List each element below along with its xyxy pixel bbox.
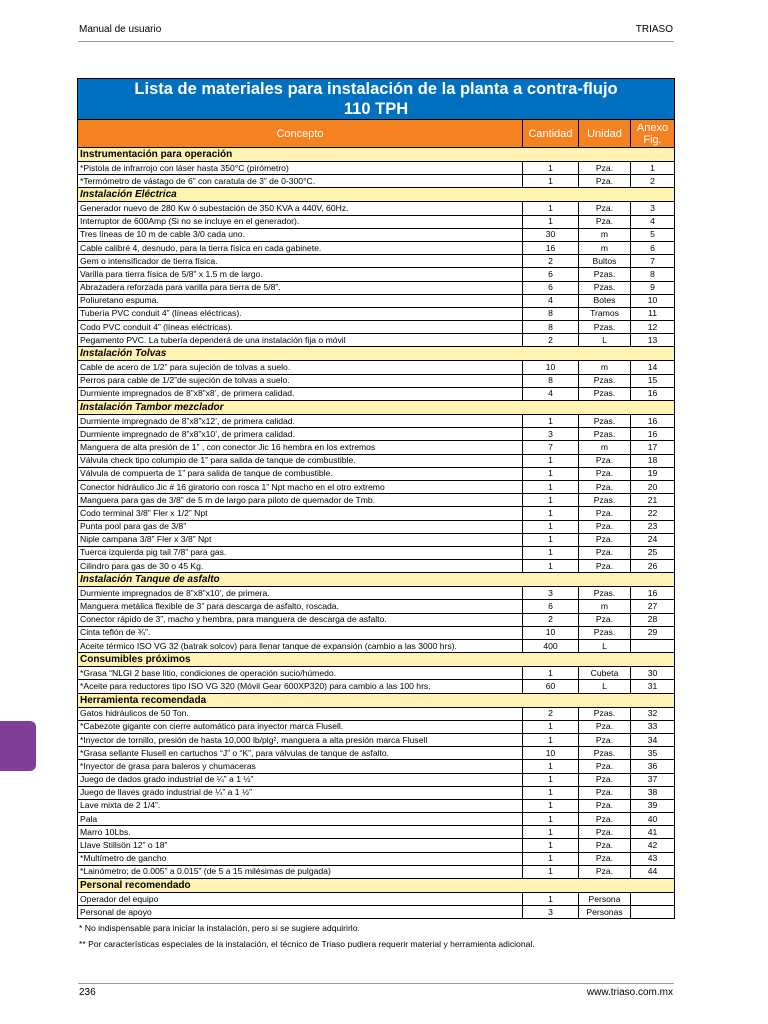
cell-cantidad: 1 bbox=[523, 175, 579, 188]
cell-unidad: Pza. bbox=[579, 507, 631, 520]
cell-cantidad: 10 bbox=[523, 361, 579, 374]
cell-anexo: 26 bbox=[631, 560, 675, 573]
cell-unidad: Pza. bbox=[579, 613, 631, 626]
cell-cantidad: 1 bbox=[523, 852, 579, 865]
cell-cantidad: 1 bbox=[523, 202, 579, 215]
cell-concepto: *Aceite para reductores tipo ISO VG 320 (Móvil Gear 600XP320) para cambio a las 100 hrs. bbox=[78, 680, 523, 693]
table-row bbox=[78, 893, 675, 906]
cell-concepto: Cilindro para gas de 30 o 45 Kg. bbox=[78, 560, 523, 573]
cell-anexo: 1 bbox=[631, 162, 675, 175]
table-row bbox=[78, 175, 675, 188]
cell-unidad: Pza. bbox=[579, 480, 631, 493]
section-row bbox=[78, 573, 675, 587]
cell-cantidad: 400 bbox=[523, 640, 579, 653]
cell-unidad: L bbox=[579, 680, 631, 693]
section-title: Herramienta recomendada bbox=[78, 693, 675, 707]
table-row bbox=[78, 321, 675, 334]
cell-cantidad: 1 bbox=[523, 546, 579, 559]
cell-cantidad: 1 bbox=[523, 773, 579, 786]
cell-cantidad: 1 bbox=[523, 760, 579, 773]
cell-cantidad: 6 bbox=[523, 268, 579, 281]
cell-cantidad: 7 bbox=[523, 441, 579, 454]
table-row bbox=[78, 268, 675, 281]
section-title: Consumibles próximos bbox=[78, 653, 675, 667]
cell-unidad: Pza. bbox=[579, 162, 631, 175]
col-header-unidad: Unidad bbox=[579, 120, 631, 148]
cell-cantidad: 6 bbox=[523, 600, 579, 613]
cell-cantidad: 2 bbox=[523, 334, 579, 347]
cell-concepto: Llave Stillsön 12” o 18” bbox=[78, 839, 523, 852]
cell-anexo bbox=[631, 640, 675, 653]
cell-cantidad: 1 bbox=[523, 813, 579, 826]
cell-cantidad: 1 bbox=[523, 826, 579, 839]
table-header-row bbox=[78, 120, 675, 148]
footer-rule bbox=[78, 983, 674, 984]
table-row bbox=[78, 307, 675, 320]
cell-concepto: Personal de apoyo bbox=[78, 906, 523, 919]
cell-anexo: 41 bbox=[631, 826, 675, 839]
cell-unidad: Pzas. bbox=[579, 626, 631, 639]
cell-cantidad: 1 bbox=[523, 480, 579, 493]
cell-anexo: 16 bbox=[631, 387, 675, 400]
cell-anexo: 38 bbox=[631, 786, 675, 799]
cell-anexo: 21 bbox=[631, 494, 675, 507]
cell-unidad: L bbox=[579, 640, 631, 653]
cell-anexo: 15 bbox=[631, 374, 675, 387]
cell-anexo: 16 bbox=[631, 428, 675, 441]
table-row bbox=[78, 799, 675, 812]
cell-anexo bbox=[631, 893, 675, 906]
cell-anexo: 39 bbox=[631, 799, 675, 812]
cell-cantidad: 1 bbox=[523, 865, 579, 878]
cell-unidad: Tramos bbox=[579, 307, 631, 320]
cell-anexo: 23 bbox=[631, 520, 675, 533]
table-row bbox=[78, 228, 675, 241]
cell-cantidad: 1 bbox=[523, 215, 579, 228]
cell-cantidad: 1 bbox=[523, 415, 579, 428]
cell-cantidad: 1 bbox=[523, 799, 579, 812]
cell-cantidad: 1 bbox=[523, 733, 579, 746]
cell-concepto: Niple campana 3/8” Fler x 3/8” Npt bbox=[78, 533, 523, 546]
cell-cantidad: 3 bbox=[523, 428, 579, 441]
table-row bbox=[78, 587, 675, 600]
header-manual-label: Manual de usuario bbox=[79, 24, 162, 35]
cell-cantidad: 8 bbox=[523, 321, 579, 334]
table-row bbox=[78, 626, 675, 639]
cell-anexo: 20 bbox=[631, 480, 675, 493]
cell-unidad: Pza. bbox=[579, 467, 631, 480]
cell-concepto: Juego de llaves grado industrial de ¼” a 1 ½” bbox=[78, 786, 523, 799]
section-title: Instalación Tanque de asfalto bbox=[78, 573, 675, 587]
cell-unidad: Personas bbox=[579, 906, 631, 919]
table-title bbox=[78, 79, 675, 120]
cell-concepto: Cable calibré 4, desnudo, para la tierra física en cada gabinete. bbox=[78, 241, 523, 254]
table-title-row bbox=[78, 79, 675, 120]
cell-cantidad: 1 bbox=[523, 720, 579, 733]
cell-concepto: *Lainómetro; de 0.005” a 0.015” (de 5 a 15 milésimas de pulgada) bbox=[78, 865, 523, 878]
cell-unidad: Pza. bbox=[579, 546, 631, 559]
cell-concepto: Poliuretano espuma. bbox=[78, 294, 523, 307]
cell-unidad: Botes bbox=[579, 294, 631, 307]
cell-unidad: Pza. bbox=[579, 202, 631, 215]
cell-unidad: Bultos bbox=[579, 255, 631, 268]
cell-concepto: *Termómetro de vástago de 6” con caratula de 3” de 0-300°C. bbox=[78, 175, 523, 188]
cell-concepto: Codo PVC conduit 4” (líneas eléctricas). bbox=[78, 321, 523, 334]
cell-cantidad: 1 bbox=[523, 494, 579, 507]
cell-concepto: Válvula de compuerta de 1” para salida de tanque de combustible. bbox=[78, 467, 523, 480]
cell-anexo: 6 bbox=[631, 241, 675, 254]
table-row bbox=[78, 613, 675, 626]
section-row bbox=[78, 148, 675, 162]
col-header-anexo: Anexo Fig. bbox=[631, 120, 675, 148]
cell-concepto: Interruptor de 600Amp (Si no se incluye en el generador). bbox=[78, 215, 523, 228]
cell-cantidad: 1 bbox=[523, 162, 579, 175]
cell-unidad: Pza. bbox=[579, 786, 631, 799]
cell-unidad: Pza. bbox=[579, 454, 631, 467]
section-title: Instalación Tambor mezclador bbox=[78, 401, 675, 415]
col-header-concepto: Concepto bbox=[78, 120, 523, 148]
cell-anexo: 14 bbox=[631, 361, 675, 374]
cell-unidad: Pzas. bbox=[579, 374, 631, 387]
cell-concepto: Manguera para gas de 3/8” de 5 m de largo para piloto de quemador de Tmb. bbox=[78, 494, 523, 507]
cell-cantidad: 1 bbox=[523, 520, 579, 533]
footer-url[interactable]: www.triaso.com.mx bbox=[586, 987, 673, 998]
table-row bbox=[78, 241, 675, 254]
table-row bbox=[78, 600, 675, 613]
cell-anexo: 18 bbox=[631, 454, 675, 467]
cell-unidad: m bbox=[579, 361, 631, 374]
materials-table bbox=[77, 78, 675, 919]
cell-anexo: 2 bbox=[631, 175, 675, 188]
cell-cantidad: 3 bbox=[523, 906, 579, 919]
cell-concepto: Operador del equipo bbox=[78, 893, 523, 906]
cell-anexo: 27 bbox=[631, 600, 675, 613]
table-row bbox=[78, 546, 675, 559]
cell-anexo: 11 bbox=[631, 307, 675, 320]
cell-unidad: Pza. bbox=[579, 865, 631, 878]
cell-anexo: 7 bbox=[631, 255, 675, 268]
cell-cantidad: 16 bbox=[523, 241, 579, 254]
cell-concepto: *Cabezote gigante con cierre automático para inyector marca Flusell. bbox=[78, 720, 523, 733]
cell-concepto: Manguera metálica flexible de 3” para descarga de asfalto, roscada. bbox=[78, 600, 523, 613]
table-row bbox=[78, 428, 675, 441]
table-row bbox=[78, 374, 675, 387]
cell-cantidad: 10 bbox=[523, 626, 579, 639]
cell-anexo: 16 bbox=[631, 415, 675, 428]
cell-concepto: Durmiente impregnado de 8”x8”x12’, de primera calidad. bbox=[78, 415, 523, 428]
cell-unidad: Pzas. bbox=[579, 494, 631, 507]
cell-anexo: 31 bbox=[631, 680, 675, 693]
cell-unidad: Pza. bbox=[579, 826, 631, 839]
cell-anexo: 28 bbox=[631, 613, 675, 626]
table-row bbox=[78, 733, 675, 746]
cell-concepto: Pegamento PVC. La tubería dependerá de una instalación fija o móvil bbox=[78, 334, 523, 347]
table-row bbox=[78, 294, 675, 307]
cell-concepto: Codo terminal 3/8” Fler x 1/2” Npt bbox=[78, 507, 523, 520]
section-title: Instrumentación para operación bbox=[78, 148, 675, 162]
cell-anexo: 32 bbox=[631, 707, 675, 720]
cell-cantidad: 4 bbox=[523, 294, 579, 307]
cell-cantidad: 2 bbox=[523, 613, 579, 626]
table-row bbox=[78, 480, 675, 493]
cell-unidad: Pza. bbox=[579, 720, 631, 733]
cell-cantidad: 60 bbox=[523, 680, 579, 693]
cell-cantidad: 8 bbox=[523, 307, 579, 320]
cell-cantidad: 30 bbox=[523, 228, 579, 241]
cell-cantidad: 1 bbox=[523, 533, 579, 546]
table-row bbox=[78, 467, 675, 480]
cell-concepto: Marro 10Lbs. bbox=[78, 826, 523, 839]
table-row bbox=[78, 334, 675, 347]
header-brand: TRIASO bbox=[635, 24, 673, 35]
cell-unidad: Pza. bbox=[579, 852, 631, 865]
cell-concepto: Tuerca izquierda pig tail 7/8” para gas. bbox=[78, 546, 523, 559]
cell-anexo: 44 bbox=[631, 865, 675, 878]
cell-anexo: 10 bbox=[631, 294, 675, 307]
table-row bbox=[78, 826, 675, 839]
cell-anexo: 16 bbox=[631, 587, 675, 600]
table-row bbox=[78, 533, 675, 546]
table-row bbox=[78, 865, 675, 878]
cell-concepto: Válvula check tipo columpio de 1” para salida de tanque de combustible. bbox=[78, 454, 523, 467]
cell-cantidad: 6 bbox=[523, 281, 579, 294]
cell-unidad: Pzas. bbox=[579, 321, 631, 334]
section-row bbox=[78, 188, 675, 202]
cell-concepto: *Inyector de tornillo, presión de hasta 10,000 lb/plg², manguera a alta presión marca Flusell bbox=[78, 733, 523, 746]
cell-unidad: Pza. bbox=[579, 175, 631, 188]
cell-concepto: Gatos hidráulicos de 50 Ton. bbox=[78, 707, 523, 720]
cell-concepto: *Grasa sellante Flusell en cartuchos “J” o “K”, para válvulas de tanque de asfalto. bbox=[78, 747, 523, 760]
cell-cantidad: 10 bbox=[523, 747, 579, 760]
cell-cantidad: 1 bbox=[523, 560, 579, 573]
cell-cantidad: 1 bbox=[523, 454, 579, 467]
cell-anexo: 40 bbox=[631, 813, 675, 826]
table-row bbox=[78, 760, 675, 773]
cell-cantidad: 1 bbox=[523, 467, 579, 480]
cell-unidad: Pzas. bbox=[579, 707, 631, 720]
cell-anexo: 17 bbox=[631, 441, 675, 454]
cell-concepto: Pala bbox=[78, 813, 523, 826]
cell-unidad: Pzas. bbox=[579, 415, 631, 428]
note-additional: ** Por características especiales de la instalación, el técnico de Triaso pudiera requerir material y herramienta adicional. bbox=[79, 939, 535, 949]
cell-anexo: 4 bbox=[631, 215, 675, 228]
table-row bbox=[78, 387, 675, 400]
cell-unidad: Pza. bbox=[579, 773, 631, 786]
cell-anexo: 37 bbox=[631, 773, 675, 786]
table-row bbox=[78, 680, 675, 693]
table-row bbox=[78, 839, 675, 852]
cell-concepto: Durmiente impregnados de 8”x8”x8’, de primera calidad. bbox=[78, 387, 523, 400]
cell-anexo: 19 bbox=[631, 467, 675, 480]
cell-unidad: m bbox=[579, 441, 631, 454]
section-row bbox=[78, 879, 675, 893]
cell-unidad: Pzas. bbox=[579, 747, 631, 760]
table-row bbox=[78, 813, 675, 826]
cell-unidad: L bbox=[579, 334, 631, 347]
table-row bbox=[78, 281, 675, 294]
cell-concepto: Juego de dados grado industrial de ¼” a 1 ½” bbox=[78, 773, 523, 786]
cell-anexo: 22 bbox=[631, 507, 675, 520]
cell-anexo: 33 bbox=[631, 720, 675, 733]
cell-anexo: 8 bbox=[631, 268, 675, 281]
table-row bbox=[78, 667, 675, 680]
cell-unidad: Pzas. bbox=[579, 428, 631, 441]
cell-unidad: Pza. bbox=[579, 533, 631, 546]
table-row bbox=[78, 707, 675, 720]
cell-unidad: Pza. bbox=[579, 215, 631, 228]
note-indispensable: * No indispensable para iniciar la instalación, pero si se sugiere adquirirlo. bbox=[79, 923, 360, 933]
table-row bbox=[78, 747, 675, 760]
cell-concepto: *Grasa “NLGI 2 base litio, condiciones de operación sucio/húmedo. bbox=[78, 667, 523, 680]
table-row bbox=[78, 507, 675, 520]
header-rule bbox=[78, 41, 674, 42]
table-row bbox=[78, 560, 675, 573]
table-row bbox=[78, 415, 675, 428]
cell-anexo: 36 bbox=[631, 760, 675, 773]
table-row bbox=[78, 255, 675, 268]
cell-anexo: 24 bbox=[631, 533, 675, 546]
cell-cantidad: 1 bbox=[523, 893, 579, 906]
table-row bbox=[78, 162, 675, 175]
cell-anexo: 12 bbox=[631, 321, 675, 334]
cell-unidad: Pza. bbox=[579, 560, 631, 573]
cell-unidad: Persona bbox=[579, 893, 631, 906]
cell-concepto: Durmiente impregnado de 8”x8”x10’, de primera calidad. bbox=[78, 428, 523, 441]
cell-cantidad: 3 bbox=[523, 587, 579, 600]
table-row bbox=[78, 773, 675, 786]
cell-unidad: Pzas. bbox=[579, 268, 631, 281]
cell-anexo: 9 bbox=[631, 281, 675, 294]
cell-concepto: Durmiente impregnados de 8”x8”x10’, de primera. bbox=[78, 587, 523, 600]
section-row bbox=[78, 653, 675, 667]
cell-concepto: Generador nuevo de 280 Kw ó subestación de 350 KVA a 440V, 60Hz. bbox=[78, 202, 523, 215]
cell-cantidad: 8 bbox=[523, 374, 579, 387]
table-row bbox=[78, 640, 675, 653]
cell-concepto: Abrazadera reforzada para varilla para tierra de 5/8”. bbox=[78, 281, 523, 294]
cell-unidad: Pzas. bbox=[579, 587, 631, 600]
table-row bbox=[78, 520, 675, 533]
cell-anexo: 3 bbox=[631, 202, 675, 215]
cell-cantidad: 1 bbox=[523, 507, 579, 520]
cell-anexo: 29 bbox=[631, 626, 675, 639]
table-row bbox=[78, 906, 675, 919]
cell-cantidad: 1 bbox=[523, 786, 579, 799]
table-title-line1: Lista de materiales para instalación de la planta a contra-flujo bbox=[134, 80, 618, 98]
cell-anexo: 43 bbox=[631, 852, 675, 865]
cell-concepto: Conector rápido de 3”, macho y hembra, para manguera de descarga de asfalto. bbox=[78, 613, 523, 626]
cell-concepto: Aceite térmico ISO VG 32 (batrak solcov) para llenar tanque de expansión (cambio a las 3000 hrs). bbox=[78, 640, 523, 653]
cell-unidad: Pza. bbox=[579, 839, 631, 852]
cell-anexo: 34 bbox=[631, 733, 675, 746]
chapter-tab bbox=[0, 721, 36, 771]
table-row bbox=[78, 202, 675, 215]
cell-unidad: Pzas. bbox=[579, 281, 631, 294]
cell-concepto: Perros para cable de 1/2”de sujeción de tolvas a suelo. bbox=[78, 374, 523, 387]
cell-anexo: 13 bbox=[631, 334, 675, 347]
cell-unidad: Pza. bbox=[579, 733, 631, 746]
cell-unidad: Pzas. bbox=[579, 387, 631, 400]
cell-anexo: 25 bbox=[631, 546, 675, 559]
table-row bbox=[78, 852, 675, 865]
cell-concepto: Manguera de alta presión de 1” , con conector Jic 16 hembra en los extremos bbox=[78, 441, 523, 454]
cell-cantidad: 1 bbox=[523, 667, 579, 680]
cell-unidad: Cubeta bbox=[579, 667, 631, 680]
cell-concepto: *Pistola de infrarrojo con láser hasta 350°C (pirómetro) bbox=[78, 162, 523, 175]
cell-anexo: 30 bbox=[631, 667, 675, 680]
cell-concepto: Cable de acero de 1/2” para sujeción de tolvas a suelo. bbox=[78, 361, 523, 374]
table-title-line2: 110 TPH bbox=[343, 100, 409, 118]
cell-anexo: 42 bbox=[631, 839, 675, 852]
section-title: Instalación Tolvas bbox=[78, 347, 675, 361]
col-header-cantidad: Cantidad bbox=[523, 120, 579, 148]
table-row bbox=[78, 454, 675, 467]
cell-concepto: Tres líneas de 10 m de cable 3/0 cada uno. bbox=[78, 228, 523, 241]
cell-concepto: Punta pool para gas de 3/8” bbox=[78, 520, 523, 533]
cell-unidad: Pza. bbox=[579, 813, 631, 826]
section-title: Personal recomendado bbox=[78, 879, 675, 893]
section-row bbox=[78, 693, 675, 707]
cell-unidad: Pza. bbox=[579, 520, 631, 533]
cell-anexo bbox=[631, 906, 675, 919]
cell-cantidad: 2 bbox=[523, 707, 579, 720]
cell-unidad: Pza. bbox=[579, 760, 631, 773]
cell-concepto: Conector hidráulico Jic # 16 giratorio con rosca 1” Npt macho en el otro extremo bbox=[78, 480, 523, 493]
cell-concepto: Tubería PVC conduit 4” (líneas eléctricas). bbox=[78, 307, 523, 320]
section-row bbox=[78, 401, 675, 415]
cell-anexo: 5 bbox=[631, 228, 675, 241]
cell-cantidad: 2 bbox=[523, 255, 579, 268]
cell-concepto: Varilla para tierra física de 5/8” x 1.5 m de largo. bbox=[78, 268, 523, 281]
cell-cantidad: 4 bbox=[523, 387, 579, 400]
cell-unidad: m bbox=[579, 228, 631, 241]
table-row bbox=[78, 720, 675, 733]
page-number: 236 bbox=[79, 987, 96, 998]
table-row bbox=[78, 361, 675, 374]
table-row bbox=[78, 441, 675, 454]
materials-table-body bbox=[78, 79, 675, 919]
cell-concepto: *Inyector de grasa para baleros y chumaceras bbox=[78, 760, 523, 773]
cell-concepto: *Multímetro de gancho bbox=[78, 852, 523, 865]
section-title: Instalación Eléctrica bbox=[78, 188, 675, 202]
table-row bbox=[78, 494, 675, 507]
cell-unidad: m bbox=[579, 241, 631, 254]
cell-concepto: Cinta teflón de ¾”. bbox=[78, 626, 523, 639]
cell-concepto: Gem o intensificador de tierra física. bbox=[78, 255, 523, 268]
cell-anexo: 35 bbox=[631, 747, 675, 760]
cell-unidad: m bbox=[579, 600, 631, 613]
table-row bbox=[78, 786, 675, 799]
cell-concepto: Lave mixta de 2 1/4”. bbox=[78, 799, 523, 812]
section-row bbox=[78, 347, 675, 361]
cell-cantidad: 1 bbox=[523, 839, 579, 852]
cell-unidad: Pza. bbox=[579, 799, 631, 812]
table-row bbox=[78, 215, 675, 228]
